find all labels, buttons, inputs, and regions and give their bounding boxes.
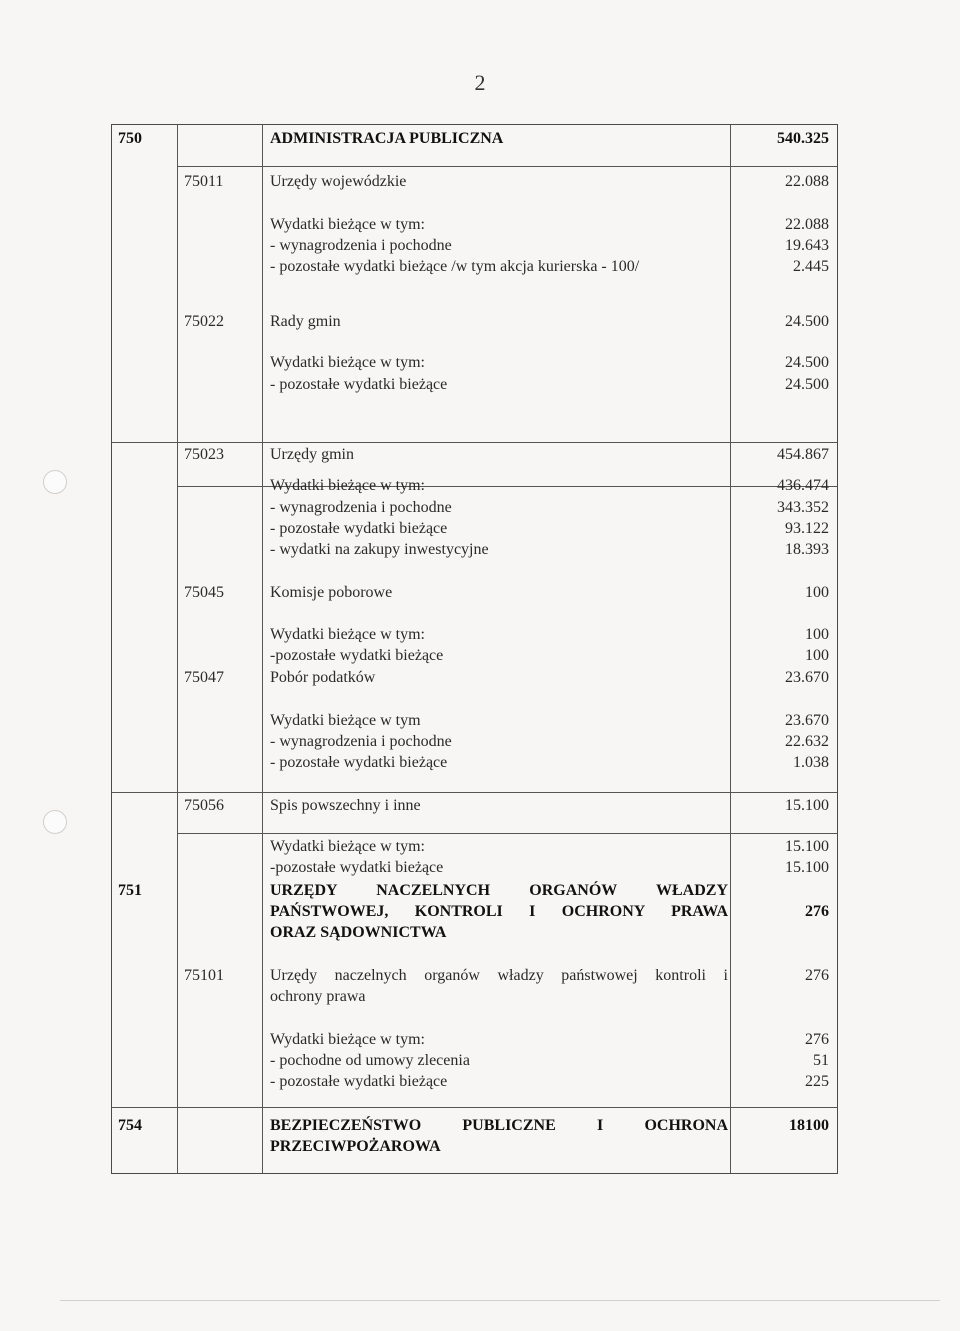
chapter-amount: 23.670 [785,669,829,686]
line-amount: 1.038 [793,754,829,771]
line-amount: 24.500 [785,354,829,371]
chapter-code: 75011 [184,173,224,190]
line-item: -pozostałe wydatki bieżące [270,647,444,664]
line-amount: 18.393 [785,541,829,558]
row-divider [112,792,837,793]
chapter-code: 75047 [184,669,224,686]
column-divider [262,125,263,1173]
budget-table [111,124,838,1174]
chapter-amount: 22.088 [785,173,829,190]
line-amount: 343.352 [777,499,829,516]
line-amount: 22.632 [785,733,829,750]
line-item: Wydatki bieżące w tym: [270,1031,425,1048]
line-amount: 24.500 [785,376,829,393]
section-code: 750 [118,130,142,147]
line-amount: 2.445 [793,258,829,275]
line-amount: 100 [805,647,829,664]
section-code: 751 [118,882,142,899]
section-amount: 276 [805,903,829,920]
line-amount: 93.122 [785,520,829,537]
chapter-title: Urzędy gmin [270,446,354,463]
section-code: 754 [118,1117,142,1134]
line-item: - pozostałe wydatki bieżące /w tym akcja kurierska - 100/ [270,258,640,275]
chapter-title: Pobór podatków [270,669,376,686]
line-item: - pozostałe wydatki bieżące [270,376,448,393]
chapter-code: 75022 [184,313,224,330]
chapter-amount: 24.500 [785,313,829,330]
chapter-code: 75056 [184,797,224,814]
chapter-code: 75045 [184,584,224,601]
section-amount: 18100 [789,1117,829,1134]
line-amount: 51 [813,1052,829,1069]
column-divider [177,125,178,1173]
line-item: - wynagrodzenia i pochodne [270,733,452,750]
scan-edge-line [60,1300,940,1301]
line-amount: 276 [805,1031,829,1048]
chapter-title: Komisje poborowe [270,584,393,601]
line-amount: 22.088 [785,216,829,233]
line-item: - wynagrodzenia i pochodne [270,237,452,254]
line-item: Wydatki bieżące w tym: [270,354,425,371]
line-item: - wydatki na zakupy inwestycyjne [270,541,489,558]
section-amount: 540.325 [777,130,829,147]
chapter-title: Spis powszechny i inne [270,797,421,814]
line-amount: 436.474 [777,477,829,494]
line-item: Wydatki bieżące w tym [270,712,421,729]
line-item: Wydatki bieżące w tym: [270,477,425,494]
punch-hole [43,810,67,834]
row-divider [177,833,837,834]
chapter-title-line: ochrony prawa [270,988,366,1005]
line-item: - wynagrodzenia i pochodne [270,499,452,516]
line-amount: 19.643 [785,237,829,254]
line-item: - pozostałe wydatki bieżące [270,1073,448,1090]
chapter-amount: 454.867 [777,446,829,463]
chapter-title: Rady gmin [270,313,341,330]
section-title-line: PAŃSTWOWEJ, KONTROLI I OCHRONY PRAWA [270,903,728,920]
chapter-amount: 100 [805,584,829,601]
line-item: - pozostałe wydatki bieżące [270,520,448,537]
line-amount: 15.100 [785,838,829,855]
line-amount: 100 [805,626,829,643]
chapter-title: Urzędy wojewódzkie [270,173,407,190]
section-title-line: PRZECIWPOŻAROWA [270,1138,441,1155]
section-title-line: ORAZ SĄDOWNICTWA [270,924,447,941]
chapter-code: 75023 [184,446,224,463]
line-item: Wydatki bieżące w tym: [270,626,425,643]
line-item: - pozostałe wydatki bieżące [270,754,448,771]
column-divider [730,125,731,1173]
punch-hole [43,470,67,494]
chapter-amount: 15.100 [785,797,829,814]
line-item: Wydatki bieżące w tym: [270,216,425,233]
line-amount: 23.670 [785,712,829,729]
line-item: - pochodne od umowy zlecenia [270,1052,470,1069]
row-divider [112,1107,837,1108]
page-number: 2 [474,70,486,95]
line-amount: 15.100 [785,859,829,876]
line-item: Wydatki bieżące w tym: [270,838,425,855]
section-title-line: URZĘDY NACZELNYCH ORGANÓW WŁADZY [270,882,728,899]
section-title-line: BEZPIECZEŃSTWO PUBLICZNE I OCHRONA [270,1117,728,1134]
line-amount: 225 [805,1073,829,1090]
chapter-title-line: Urzędy naczelnych organów władzy państwowej kontroli i [270,967,728,984]
section-title: ADMINISTRACJA PUBLICZNA [270,130,504,147]
line-item: -pozostałe wydatki bieżące [270,859,444,876]
chapter-code: 75101 [184,967,224,984]
chapter-amount: 276 [805,967,829,984]
row-divider [177,166,837,167]
